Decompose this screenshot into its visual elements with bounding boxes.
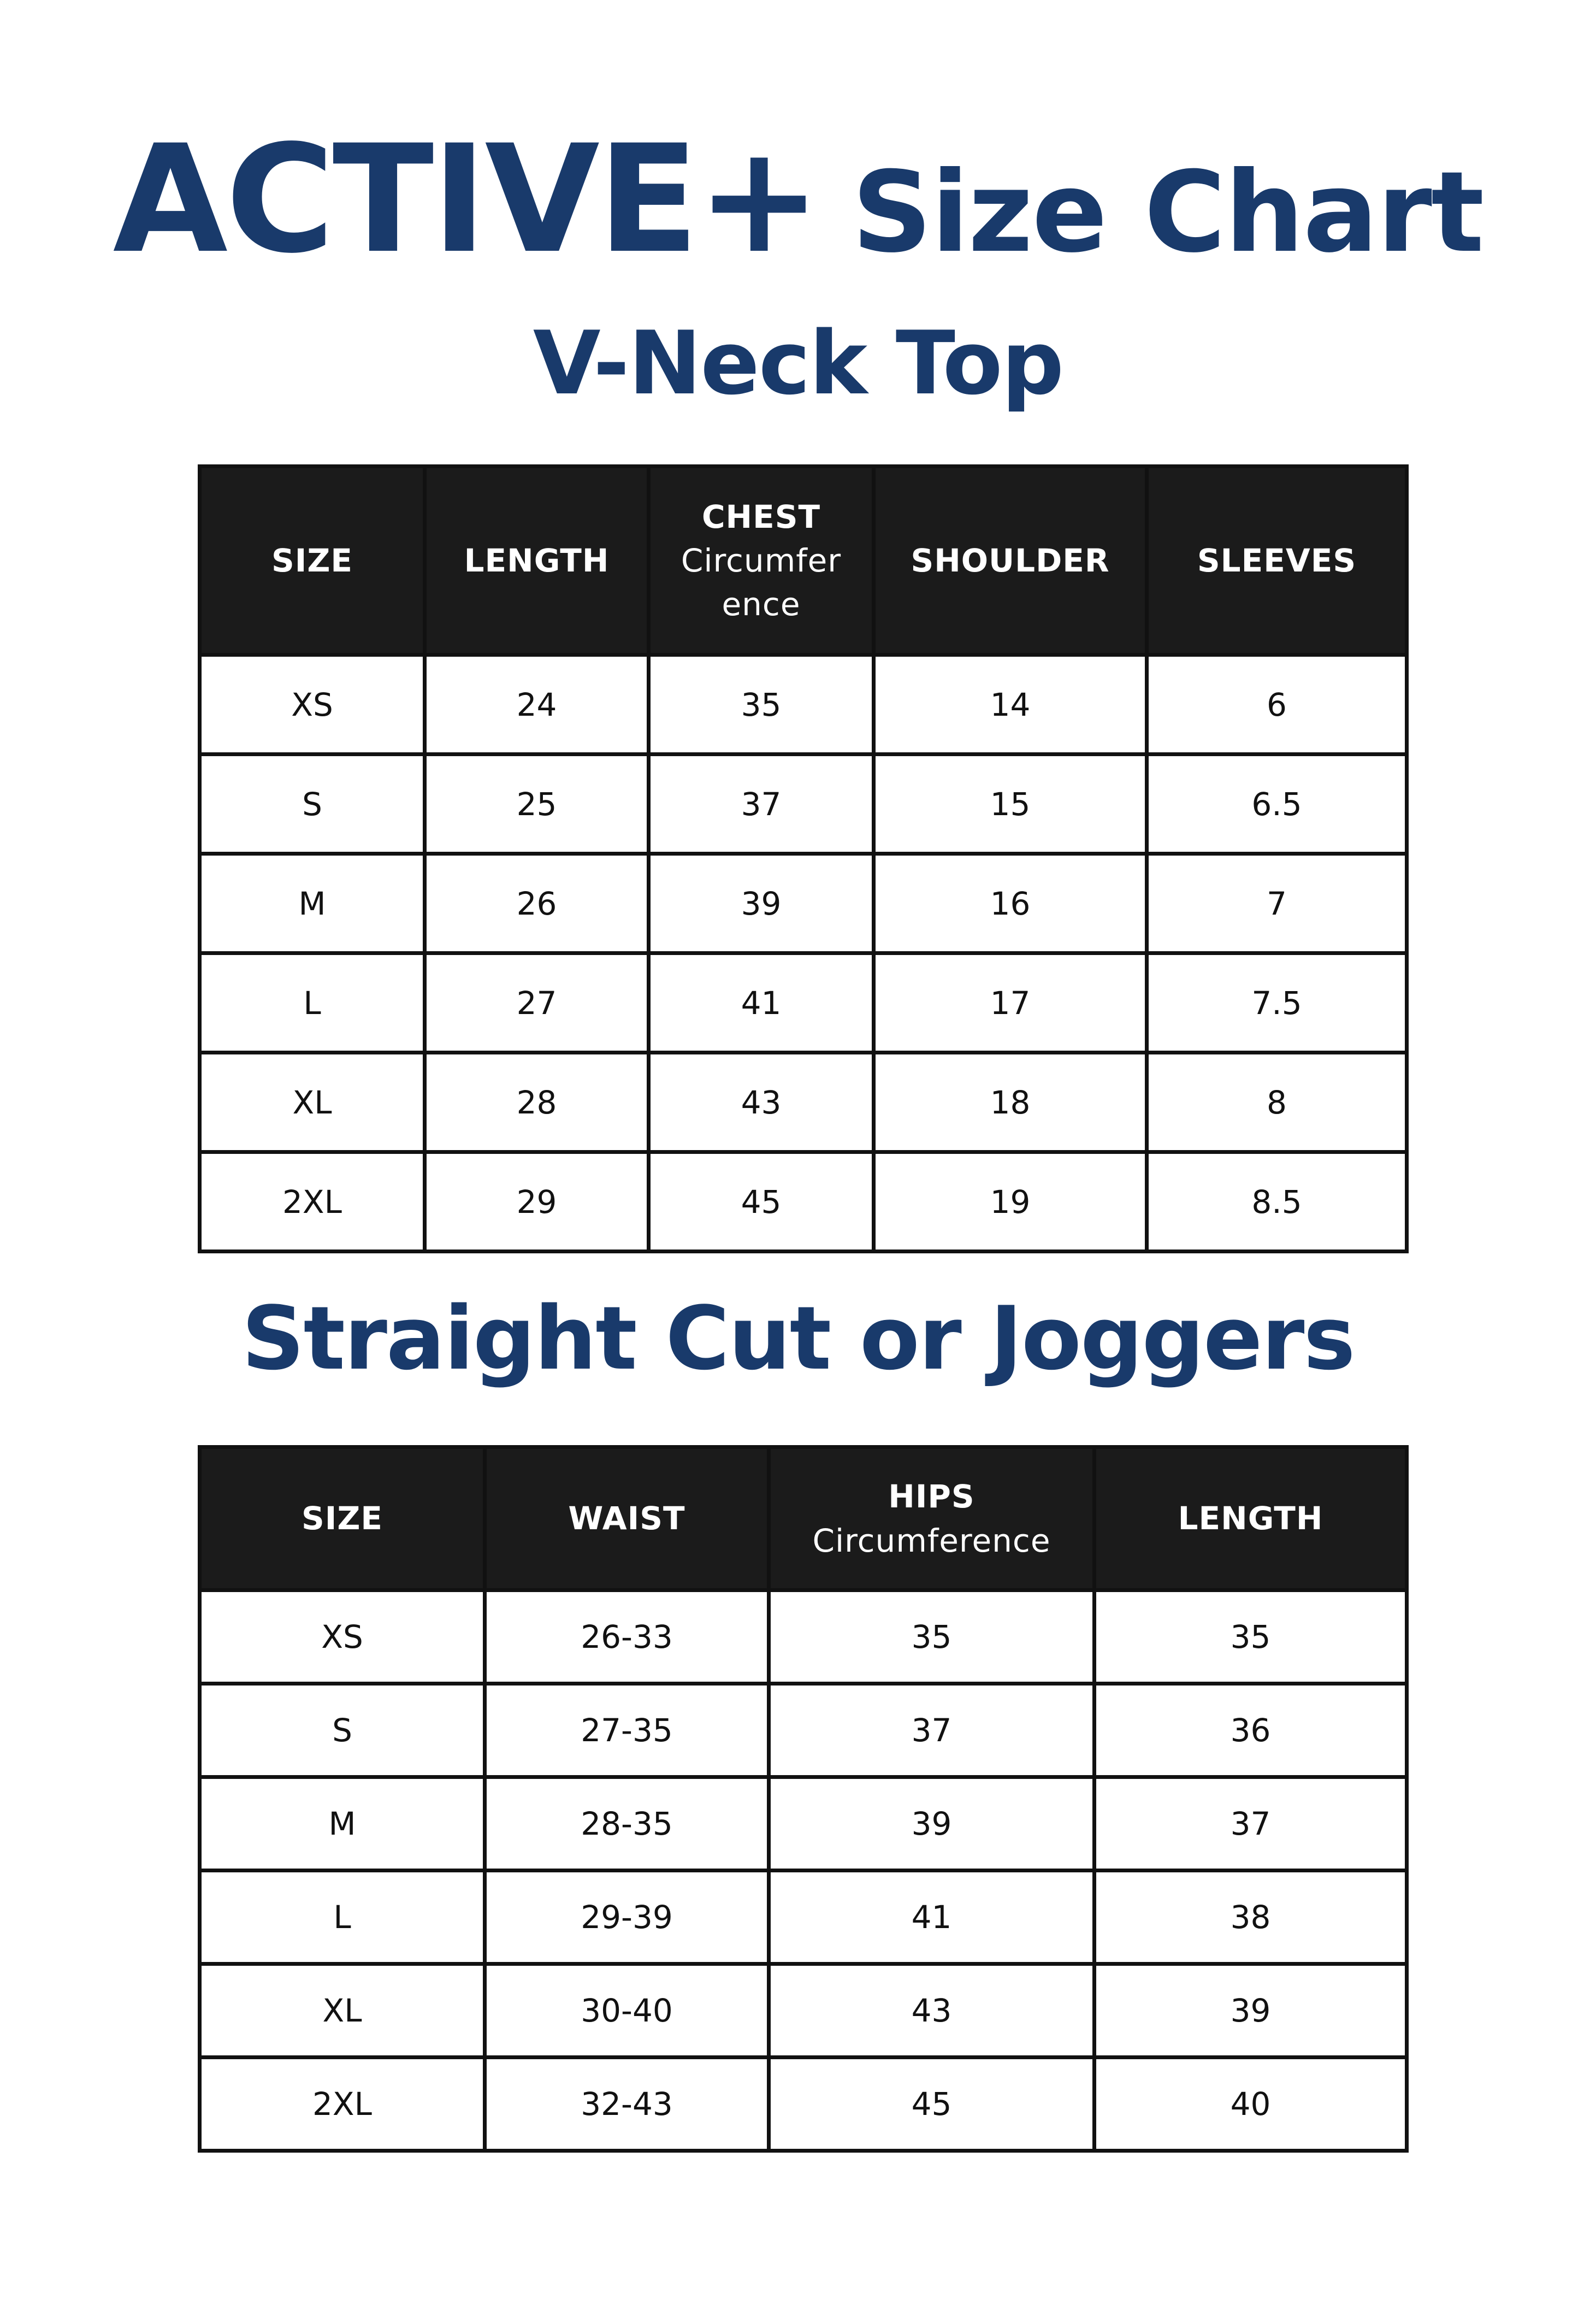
- column-header-size: [200, 1447, 485, 1590]
- title-text: Size Chart: [852, 148, 1483, 278]
- column-header-label: HIPS: [888, 1478, 975, 1516]
- column-header-sleeves: [1147, 467, 1407, 655]
- table-header-row: [200, 1447, 1407, 1590]
- table-cell: 25: [425, 755, 649, 854]
- page-title: [0, 114, 1596, 286]
- table-cell: 37: [769, 1684, 1095, 1777]
- table-cell: 15: [874, 755, 1147, 854]
- table-row: [200, 755, 1407, 854]
- table-row: [200, 1590, 1407, 1684]
- table-cell: L: [200, 953, 425, 1053]
- table-cell: 2XL: [200, 1152, 425, 1252]
- column-header-waist: [485, 1447, 769, 1590]
- table-cell: XL: [200, 1053, 425, 1152]
- table-cell: 41: [649, 953, 874, 1053]
- column-header-length: [1095, 1447, 1407, 1590]
- table-cell: S: [200, 1684, 485, 1777]
- table-cell: 39: [649, 854, 874, 953]
- table-cell: 38: [1095, 1871, 1407, 1964]
- column-header-shoulder: [874, 467, 1147, 655]
- table-cell: 30-40: [485, 1964, 769, 2058]
- column-header-chest: [649, 467, 874, 655]
- table-row: [200, 2058, 1407, 2151]
- table-cell: 8.5: [1147, 1152, 1407, 1252]
- column-header-sublabel: Circumference: [812, 1522, 1051, 1559]
- column-header-sublabel: Circumfer ence: [681, 541, 842, 623]
- table-cell: 37: [649, 755, 874, 854]
- table-cell: 26-33: [485, 1590, 769, 1684]
- section-title-vneck: V-Neck Top: [533, 312, 1063, 414]
- table-cell: XS: [200, 655, 425, 755]
- column-header-label: WAIST: [568, 1500, 685, 1537]
- table-cell: 27-35: [485, 1684, 769, 1777]
- column-header-label: CHEST: [701, 498, 821, 535]
- table-cell: 37: [1095, 1777, 1407, 1871]
- table-row: [200, 655, 1407, 755]
- table-row: [200, 1777, 1407, 1871]
- table-cell: 7.5: [1147, 953, 1407, 1053]
- column-header-length: [425, 467, 649, 655]
- table-cell: M: [200, 854, 425, 953]
- table-cell: 39: [769, 1777, 1095, 1871]
- table-cell: 40: [1095, 2058, 1407, 2151]
- table-cell: 7: [1147, 854, 1407, 953]
- table-header-row: [200, 467, 1407, 655]
- table-cell: 35: [769, 1590, 1095, 1684]
- table-row: [200, 854, 1407, 953]
- table-cell: 36: [1095, 1684, 1407, 1777]
- joggers-size-table: [198, 1445, 1409, 2153]
- table-cell: 6.5: [1147, 755, 1407, 854]
- column-header-label: LENGTH: [464, 541, 610, 579]
- table-cell: 29-39: [485, 1871, 769, 1964]
- table-cell: 35: [1095, 1590, 1407, 1684]
- table-cell: 24: [425, 655, 649, 755]
- table-row: [200, 1053, 1407, 1152]
- table-cell: M: [200, 1777, 485, 1871]
- section-title-joggers: Straight Cut or Joggers: [241, 1287, 1355, 1389]
- table-cell: 17: [874, 953, 1147, 1053]
- table-cell: 28-35: [485, 1777, 769, 1871]
- table-row: [200, 953, 1407, 1053]
- table-cell: 14: [874, 655, 1147, 755]
- vneck-size-table: [198, 464, 1409, 1253]
- column-header-label: SIZE: [271, 541, 353, 579]
- table-row: [200, 1964, 1407, 2058]
- table-cell: 43: [649, 1053, 874, 1152]
- column-header-size: [200, 467, 425, 655]
- table-cell: 35: [649, 655, 874, 755]
- table-cell: 8: [1147, 1053, 1407, 1152]
- table-cell: 43: [769, 1964, 1095, 2058]
- table-cell: XS: [200, 1590, 485, 1684]
- table-cell: 26: [425, 854, 649, 953]
- column-header-label: LENGTH: [1178, 1500, 1323, 1537]
- table-cell: XL: [200, 1964, 485, 2058]
- table-cell: 6: [1147, 655, 1407, 755]
- table-row: [200, 1152, 1407, 1252]
- column-header-label: SLEEVES: [1197, 541, 1357, 579]
- table-cell: 2XL: [200, 2058, 485, 2151]
- table-cell: 39: [1095, 1964, 1407, 2058]
- table-cell: L: [200, 1871, 485, 1964]
- column-header-label: SIZE: [301, 1500, 383, 1537]
- column-header-hips: [769, 1447, 1095, 1590]
- table-cell: 45: [769, 2058, 1095, 2151]
- table-cell: 18: [874, 1053, 1147, 1152]
- table-cell: 16: [874, 854, 1147, 953]
- table-cell: 41: [769, 1871, 1095, 1964]
- table-cell: 45: [649, 1152, 874, 1252]
- table-cell: 28: [425, 1053, 649, 1152]
- table-row: [200, 1871, 1407, 1964]
- table-cell: 19: [874, 1152, 1147, 1252]
- table-row: [200, 1684, 1407, 1777]
- brand-name: ACTIVE+: [113, 114, 819, 286]
- column-header-label: SHOULDER: [911, 541, 1110, 579]
- table-cell: 32-43: [485, 2058, 769, 2151]
- table-cell: S: [200, 755, 425, 854]
- table-cell: 29: [425, 1152, 649, 1252]
- table-cell: 27: [425, 953, 649, 1053]
